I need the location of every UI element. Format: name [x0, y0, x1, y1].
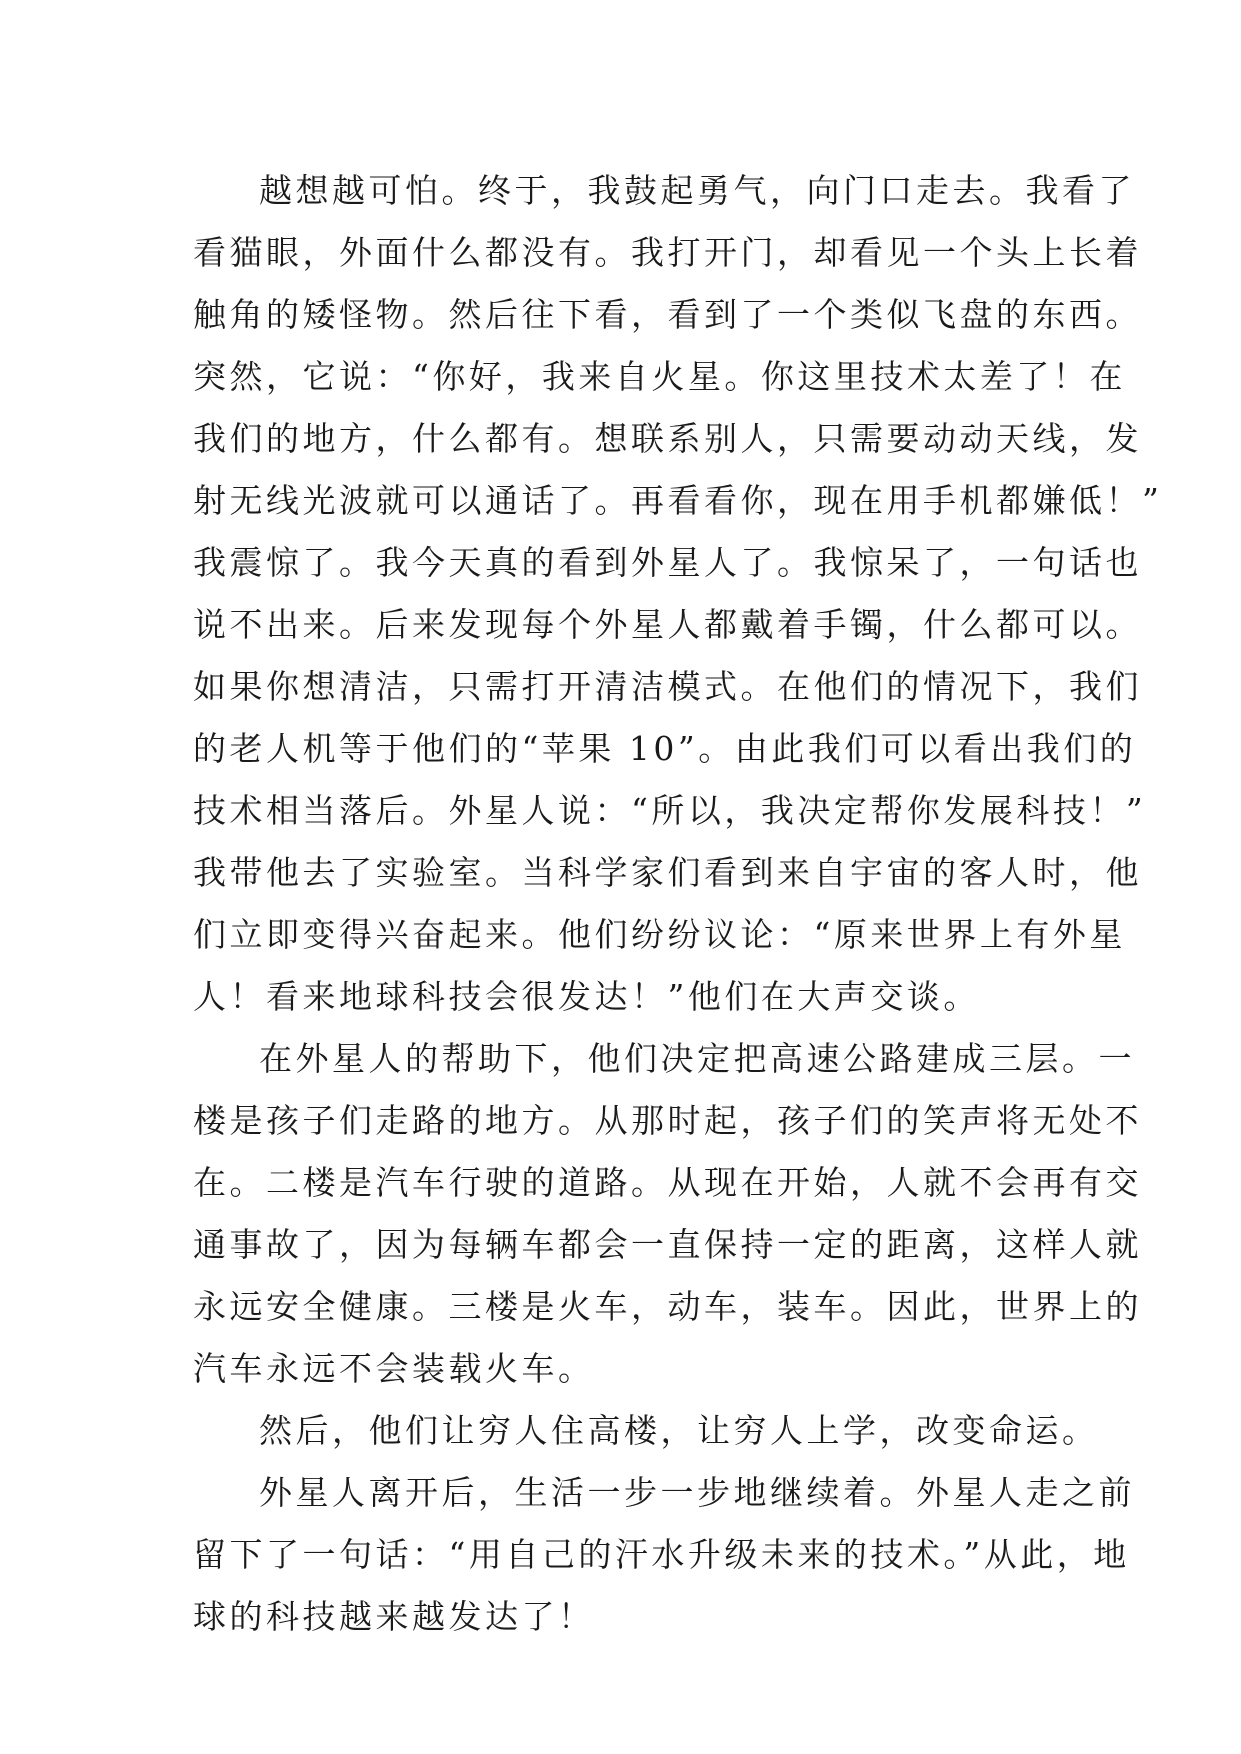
text-line: 我们的地方，什么都有。想联系别人，只需要动动天线，发 [193, 419, 1142, 458]
text-line: 说不出来。后来发现每个外星人都戴着手镯，什么都可以。 [193, 605, 1142, 644]
text-line: 汽车永远不会装载火车。 [193, 1349, 595, 1388]
text-line: 人！看来地球科技会很发达！”他们在大声交谈。 [193, 977, 980, 1016]
paragraph-1 [193, 160, 1163, 1028]
text-line: 看猫眼，外面什么都没有。我打开门，却看见一个头上长着 [193, 233, 1142, 272]
text-line: 的老人机等于他们的“苹果 10”。由此我们可以看出我们的 [193, 729, 1137, 768]
text-line: 们立即变得兴奋起来。他们纷纷议论：“原来世界上有外星 [193, 915, 1126, 954]
paragraph-3 [193, 1400, 1099, 1462]
text-line: 外星人离开后，生活一步一步地继续着。外星人走之前 [259, 1473, 1135, 1512]
text-line: 我带他去了实验室。当科学家们看到来自宇宙的客人时，他 [193, 853, 1142, 892]
text-line: 通事故了，因为每辆车都会一直保持一定的距离，这样人就 [193, 1225, 1142, 1264]
text-line: 在。二楼是汽车行驶的道路。从现在开始，人就不会再有交 [193, 1163, 1142, 1202]
text-line: 我震惊了。我今天真的看到外星人了。我惊呆了，一句话也 [193, 543, 1142, 582]
text-line: 楼是孩子们走路的地方。从那时起，孩子们的笑声将无处不 [193, 1101, 1142, 1140]
document-body [193, 160, 1163, 1648]
text-line: 球的科技越来越发达了！ [193, 1597, 595, 1636]
text-line: 然后，他们让穷人住高楼，让穷人上学，改变命运。 [259, 1411, 1099, 1450]
text-line: 射无线光波就可以通话了。再看看你，现在用手机都嫌低！” [193, 481, 1163, 520]
text-line: 在外星人的帮助下，他们决定把高速公路建成三层。一 [259, 1039, 1135, 1078]
paragraph-4 [193, 1462, 1135, 1648]
paragraph-2 [193, 1028, 1142, 1400]
text-line: 技术相当落后。外星人说：“所以，我决定帮你发展科技！” [193, 791, 1147, 830]
text-line: 永远安全健康。三楼是火车，动车，装车。因此，世界上的 [193, 1287, 1142, 1326]
text-line: 留下了一句话：“用自己的汗水升级未来的技术。”从此，地 [193, 1535, 1130, 1574]
text-line: 突然，它说：“你好，我来自火星。你这里技术太差了！在 [193, 357, 1126, 396]
text-line: 如果你想清洁，只需打开清洁模式。在他们的情况下，我们 [193, 667, 1142, 706]
text-line: 触角的矮怪物。然后往下看，看到了一个类似飞盘的东西。 [193, 295, 1142, 334]
text-line: 越想越可怕。终于，我鼓起勇气，向门口走去。我看了 [259, 171, 1135, 210]
